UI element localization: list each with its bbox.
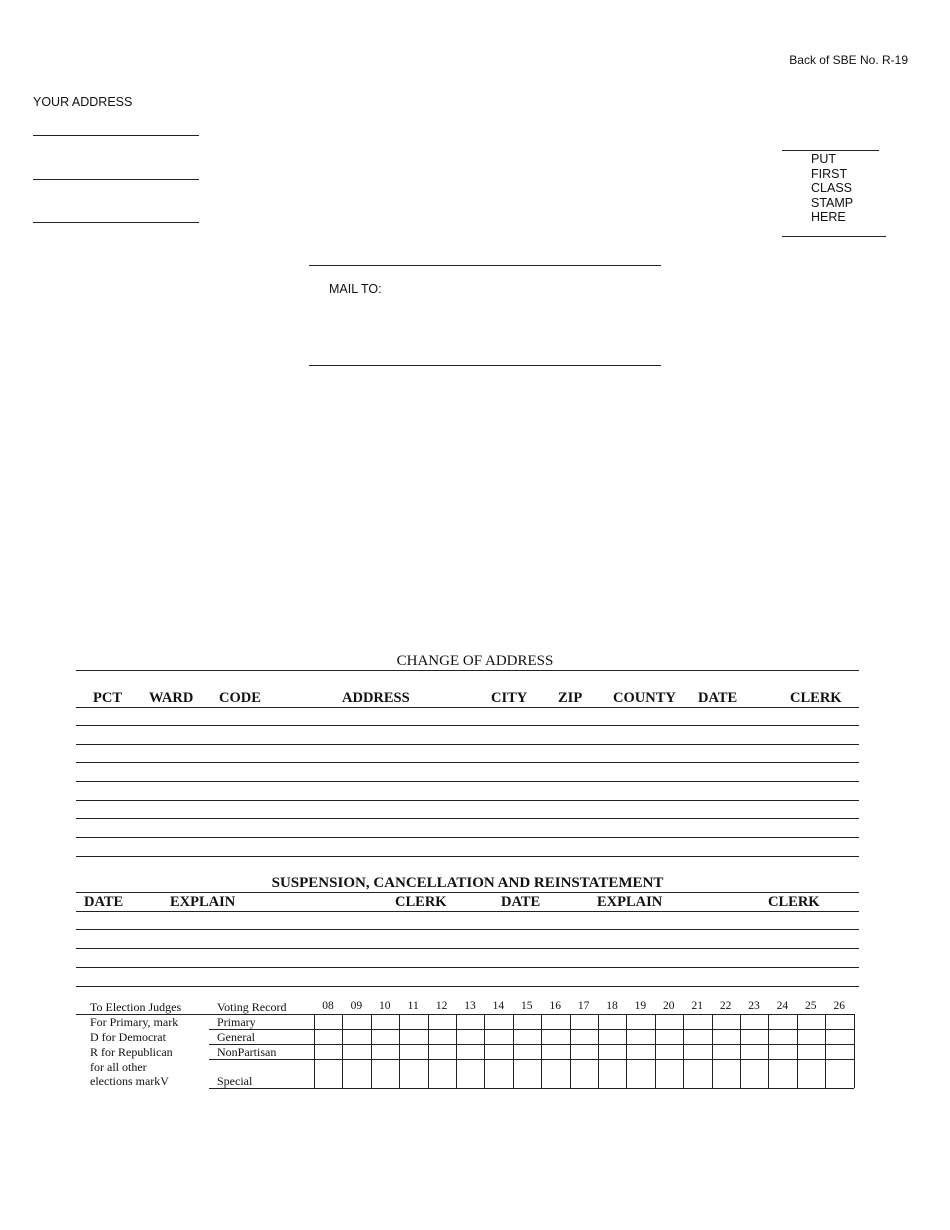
- coa-entry-line: [76, 725, 859, 726]
- voting-grid-row-rule: [209, 1059, 854, 1060]
- voting-grid-column-line: [456, 1014, 457, 1088]
- return-address-line-2: [33, 179, 199, 180]
- voting-grid-column-line: [314, 1014, 315, 1088]
- scr-entry-line: [76, 967, 859, 968]
- scr-col-clerk: CLERK: [395, 894, 447, 910]
- stamp-bottom-line: [782, 236, 886, 237]
- voting-grid-top-rule: [76, 1014, 854, 1015]
- judges-instruction: To Election Judges: [90, 1000, 182, 1014]
- mail-to-bottom-line: [309, 365, 661, 366]
- voting-year-header: 12: [435, 1000, 448, 1012]
- coa-col-pct: PCT: [93, 690, 122, 706]
- voting-grid-column-line: [598, 1014, 599, 1088]
- voting-grid-row-rule: [209, 1044, 854, 1045]
- voting-year-header: 19: [634, 1000, 647, 1012]
- voting-year-header: 08: [322, 1000, 334, 1012]
- scr-entry-line: [76, 929, 859, 930]
- voting-year-header: 24: [776, 1000, 789, 1012]
- coa-col-ward: WARD: [149, 690, 194, 706]
- coa-col-clerk: CLERK: [790, 690, 842, 706]
- stamp-box: [811, 152, 853, 225]
- coa-entry-line: [76, 818, 859, 819]
- voting-row-primary: Primary: [217, 1015, 256, 1029]
- coa-entry-line: [76, 744, 859, 745]
- voting-grid-column-line: [712, 1014, 713, 1088]
- scr-col-explain: EXPLAIN: [170, 894, 236, 910]
- voting-year-header: 21: [691, 1000, 703, 1012]
- judges-instruction: for all other: [90, 1060, 147, 1074]
- coa-entry-line: [76, 856, 859, 857]
- voting-record-header: Voting Record: [217, 1000, 287, 1014]
- coa-entry-line: [76, 762, 859, 763]
- voting-row-general: General: [217, 1030, 255, 1044]
- voting-grid-column-line: [371, 1014, 372, 1088]
- voting-grid-column-line: [428, 1014, 429, 1088]
- scr-col-date: DATE: [84, 894, 124, 910]
- voting-grid-column-line: [570, 1014, 571, 1088]
- coa-col-city: CITY: [491, 690, 528, 706]
- voting-year-header: 09: [350, 1000, 363, 1012]
- scr-entry-line: [76, 948, 859, 949]
- voting-row-special: Special: [217, 1074, 253, 1088]
- voting-grid-column-line: [655, 1014, 656, 1088]
- coa-col-date: DATE: [698, 690, 738, 706]
- stamp-line: STAMP: [811, 195, 854, 210]
- scr-col-date-2: DATE: [501, 894, 541, 910]
- voting-year-header: 15: [521, 1000, 533, 1012]
- voting-grid-column-line: [626, 1014, 627, 1088]
- coa-entry-line: [76, 837, 859, 838]
- judges-instruction: elections markV: [90, 1074, 169, 1088]
- judges-instruction: R for Republican: [90, 1045, 173, 1059]
- voting-grid-row-rule: [209, 1029, 854, 1030]
- voting-grid-column-line: [768, 1014, 769, 1088]
- scr-header-rule: [76, 911, 859, 912]
- stamp-line: HERE: [811, 210, 846, 224]
- voting-grid-column-line: [825, 1014, 826, 1088]
- scr-top-rule: [76, 892, 859, 893]
- return-address-line-3: [33, 222, 199, 223]
- coa-entry-line: [76, 800, 859, 801]
- voting-year-header: 26: [833, 1000, 845, 1012]
- suspension-title: SUSPENSION, CANCELLATION AND REINSTATEMENT: [271, 875, 664, 891]
- coa-top-rule: [76, 670, 859, 671]
- return-address-line-1: [33, 135, 199, 136]
- coa-col-zip: ZIP: [558, 690, 583, 706]
- voting-year-header: 17: [577, 1000, 590, 1012]
- voting-grid-column-line: [484, 1014, 485, 1088]
- mail-to-top-line: [309, 265, 661, 266]
- voting-year-header: 22: [719, 1000, 732, 1012]
- coa-col-address: ADDRESS: [342, 690, 410, 706]
- voting-year-header: 10: [379, 1000, 391, 1012]
- voting-grid-column-line: [740, 1014, 741, 1088]
- stamp-line: CLASS: [811, 181, 852, 195]
- judges-instruction: D for Democrat: [90, 1030, 166, 1044]
- mail-to-label: MAIL TO:: [329, 282, 382, 296]
- judges-instruction: For Primary, mark: [90, 1015, 179, 1029]
- voting-grid-column-line: [541, 1014, 542, 1088]
- scr-col-clerk-2: CLERK: [768, 894, 820, 910]
- voting-year-header: 23: [748, 1000, 760, 1012]
- coa-col-code: CODE: [219, 690, 261, 706]
- voting-grid-column-line: [683, 1014, 684, 1088]
- voting-row-nonpartisan: NonPartisan: [217, 1045, 277, 1059]
- coa-col-county: COUNTY: [613, 690, 676, 706]
- voting-year-header: 20: [663, 1000, 675, 1012]
- coa-header-rule: [76, 707, 859, 708]
- coa-entry-line: [76, 781, 859, 782]
- your-address-label: YOUR ADDRESS: [33, 95, 133, 109]
- scr-col-explain-2: EXPLAIN: [597, 894, 663, 910]
- voting-year-header: 13: [464, 1000, 476, 1012]
- stamp-line: FIRST: [811, 166, 848, 181]
- voting-year-header: 16: [549, 1000, 561, 1012]
- voting-grid-column-line: [854, 1014, 855, 1088]
- voting-year-header: 14: [492, 1000, 505, 1012]
- voting-year-header: 11: [407, 1000, 419, 1012]
- voting-grid-column-line: [797, 1014, 798, 1088]
- voting-year-header: 18: [606, 1000, 618, 1012]
- stamp-line: PUT: [811, 152, 836, 166]
- voting-grid-bottom-rule: [209, 1088, 854, 1089]
- change-of-address-title: CHANGE OF ADDRESS: [396, 653, 554, 669]
- voting-year-header: 25: [805, 1000, 817, 1012]
- scr-entry-line: [76, 986, 859, 987]
- voting-grid-column-line: [399, 1014, 400, 1088]
- voting-grid-column-line: [342, 1014, 343, 1088]
- form-id: Back of SBE No. R-19: [789, 53, 908, 67]
- voting-grid-column-line: [513, 1014, 514, 1088]
- stamp-top-line: [782, 150, 879, 151]
